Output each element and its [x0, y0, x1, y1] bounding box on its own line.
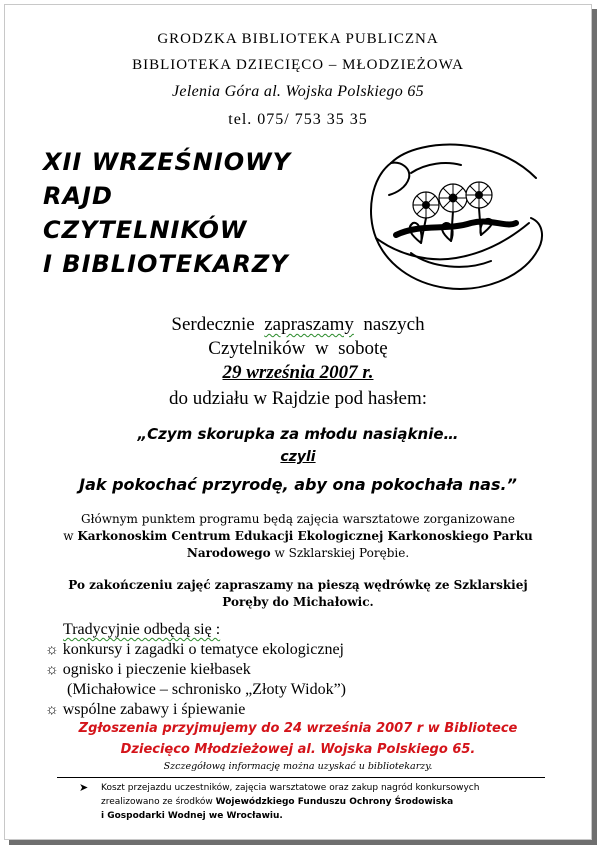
- title-line-2: RAJD: [43, 182, 113, 210]
- program-description: Głównym punktem programu będą zajęcia warsztatowe zorganizowane w Karkonoskim Centrum Edukacji Ekologicznej Karkonoskiego Parku Narodowego w Szklarskiej Porębie.: [63, 512, 533, 560]
- list-item: ☼ ognisko i pieczenie kiełbasek: [45, 661, 251, 678]
- poster-page: [4, 4, 592, 840]
- invite-line-4: do udziału w Rajdzie pod hasłem:: [168, 388, 428, 409]
- sun-bullet-icon: ☼: [45, 662, 59, 678]
- traditions-list: [45, 640, 346, 720]
- event-title: [43, 145, 291, 281]
- list-item: ☼ wspólne zabawy i śpiewanie: [45, 701, 246, 718]
- library-name: GRODZKA BIBLIOTEKA PUBLICZNA: [157, 31, 439, 47]
- funding-note: Koszt przejazdu uczestników, zajęcia warsztatowe oraz zakup nagród konkursowych zrealizowano ze środków Wojewódzkiego Funduszu Ochrony Środowiska i Gospodarki Wodnej we Wrocławiu.: [101, 783, 480, 821]
- title-line-3: CZYTELNIKÓW: [43, 216, 248, 244]
- more-info-note: Szczegółową informację można uzyskać u bibliotekarzy.: [163, 761, 433, 772]
- hands-flowers-icon: [351, 123, 551, 313]
- title-line-1: XII WRZEŚNIOWY: [43, 148, 292, 176]
- arrow-bullet-icon: ➤: [79, 781, 89, 794]
- footer-divider: [57, 777, 545, 778]
- library-address: Jelenia Góra al. Wojska Polskiego 65: [172, 83, 424, 100]
- list-item: ☼ konkursy i zagadki o tematyce ekologicznej: [45, 641, 344, 658]
- event-date: 29 września 2007 r.: [222, 362, 374, 383]
- traditions-intro: Tradycyjnie odbędą się :: [63, 621, 221, 638]
- list-item: (Michałowice – schronisko „Złoty Widok”): [67, 681, 346, 698]
- slogan-line-2: czyli: [280, 449, 316, 465]
- invite-line-2: Czytelników w sobotę: [208, 338, 388, 359]
- hike-announcement: Po zakończeniu zajęć zapraszamy na pieszą wędrówkę ze Szklarskiej Poręby do Michałowic.: [68, 578, 528, 609]
- registration-notice: Zgłoszenia przyjmujemy do 24 września 2007 r w Bibliotece Dziecięco Młodzieżowej al. Wojska Polskiego 65.: [78, 721, 518, 757]
- library-department: BIBLIOTEKA DZIECIĘCO – MŁODZIEŻOWA: [132, 57, 464, 73]
- sun-bullet-icon: ☼: [45, 642, 59, 658]
- slogan-line-3: Jak pokochać przyrodę, aby ona pokochała nas.”: [79, 475, 517, 494]
- title-line-4: I BIBLIOTEKARZY: [43, 250, 289, 278]
- library-phone: tel. 075/ 753 35 35: [228, 111, 368, 128]
- invite-line-1: Serdecznie zapraszamy naszych: [171, 314, 425, 335]
- slogan-line-1: „Czym skorupka za młodu nasiąknie…: [137, 425, 459, 443]
- sun-bullet-icon: ☼: [45, 702, 59, 718]
